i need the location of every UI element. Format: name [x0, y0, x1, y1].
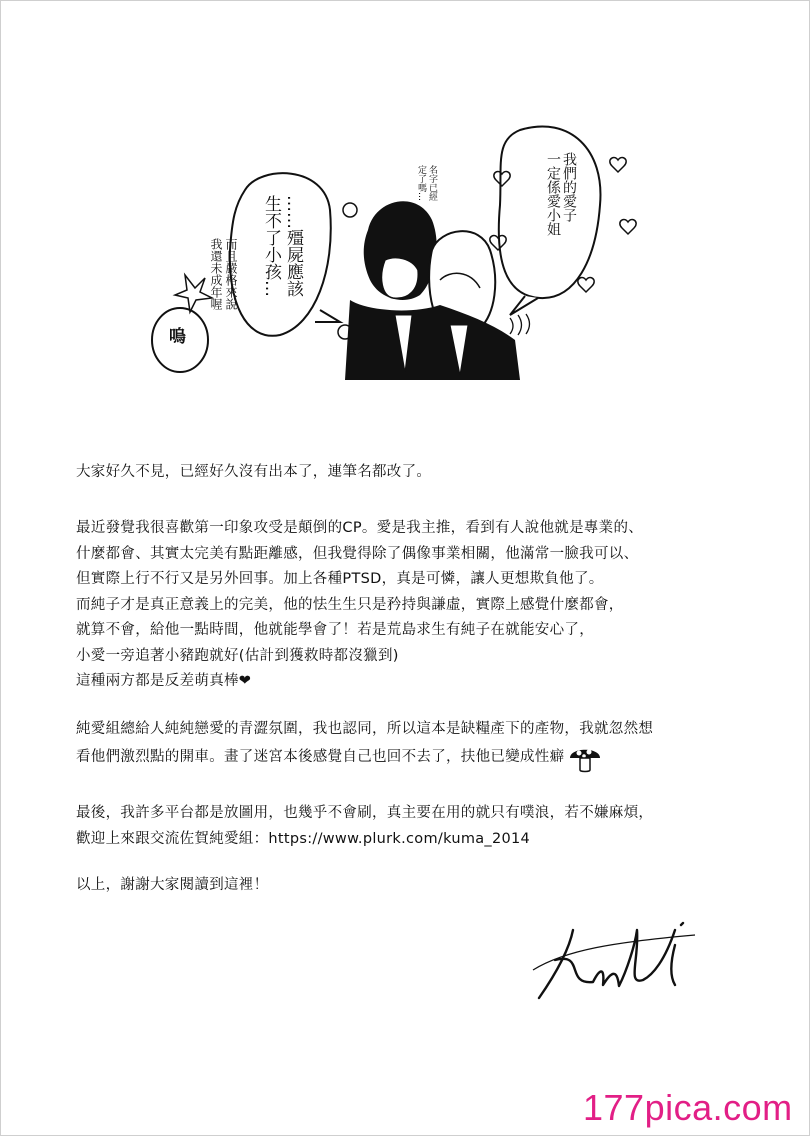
text-line: 而純子才是真正意義上的完美，他的怯生生只是矜持與謙虛，實際上感覺什麼都會， [76, 596, 624, 613]
mushroom-icon [568, 743, 602, 773]
paragraph-contact [76, 801, 756, 852]
side-note-top [415, 165, 437, 235]
chibi-illustration [150, 110, 650, 400]
text-line: 最後，我許多平台都是放圖用，也幾乎不會刷，真主要在用的就只有噗浪，若不嫌麻煩， [76, 805, 654, 821]
sob-text: 嗚 [169, 327, 186, 347]
text-line: 這種兩方都是反差萌真棒❤ [76, 673, 252, 689]
right-bubble-text [545, 152, 577, 292]
text-line [76, 743, 756, 773]
right-bubble-line-1: 我們的愛子 [561, 152, 577, 222]
side-note-left [208, 238, 238, 348]
text-line: 小愛一旁追著小豬跑就好(估計到獲救時都沒獵到) [76, 647, 399, 664]
text-line: 就算不會，給他一點時間，他就能學會了！若是荒島求生有純子在就能安心了， [76, 622, 594, 638]
left-bubble-text [260, 195, 304, 325]
right-bubble-line-2: 一定係愛小姐 [545, 152, 561, 236]
watermark: 177pica.com [583, 1087, 793, 1128]
text-line: 但實際上行不行又是另外回事。加上各種PTSD，真是可憐，讓人更想欺負他了。 [76, 571, 604, 587]
paragraph-cp-thoughts [76, 516, 756, 695]
text-line: 純愛組總給人純純戀愛的青澀氛圍，我也認同，所以這本是缺糧產下的產物，我就忽然想 [76, 721, 654, 737]
left-bubble-line-2: 生不了小孩… [261, 195, 281, 297]
side-note-top-line-1: 名字已經 [427, 165, 437, 201]
side-note-top-line-2: 定了嗎… [416, 165, 426, 201]
text-line: 大家好久不見，已經好久沒有出本了，連筆名都改了。 [76, 464, 432, 480]
side-note-left-line-2: 我還未成年喔 [209, 238, 223, 310]
paragraph-pure-love [76, 717, 756, 773]
paragraph-greeting [76, 460, 756, 486]
author-signature [525, 890, 705, 1010]
text-line: 歡迎上來跟交流佐賀純愛組：https://www.plurk.com/kuma_2014 [76, 830, 531, 847]
text-line-content: 看他們激烈點的開車。畫了迷宮本後感覺自己也回不去了，扶他已變成性癖 [76, 748, 565, 765]
text-line: 最近發覺我很喜歡第一印象攻受是顛倒的CP。愛是我主推，看到有人說他就是專業的、 [76, 520, 644, 536]
text-line: 什麼都會、其實太完美有點距離感，但我覺得除了偶像事業相關，他滿常一臉我可以、 [76, 545, 639, 562]
side-note-left-line-1: 而且嚴格來說 [224, 238, 238, 310]
text-line: 以上，謝謝大家閱讀到這裡！ [76, 877, 269, 893]
left-bubble-line-1: ……殭屍應該 [283, 195, 303, 297]
